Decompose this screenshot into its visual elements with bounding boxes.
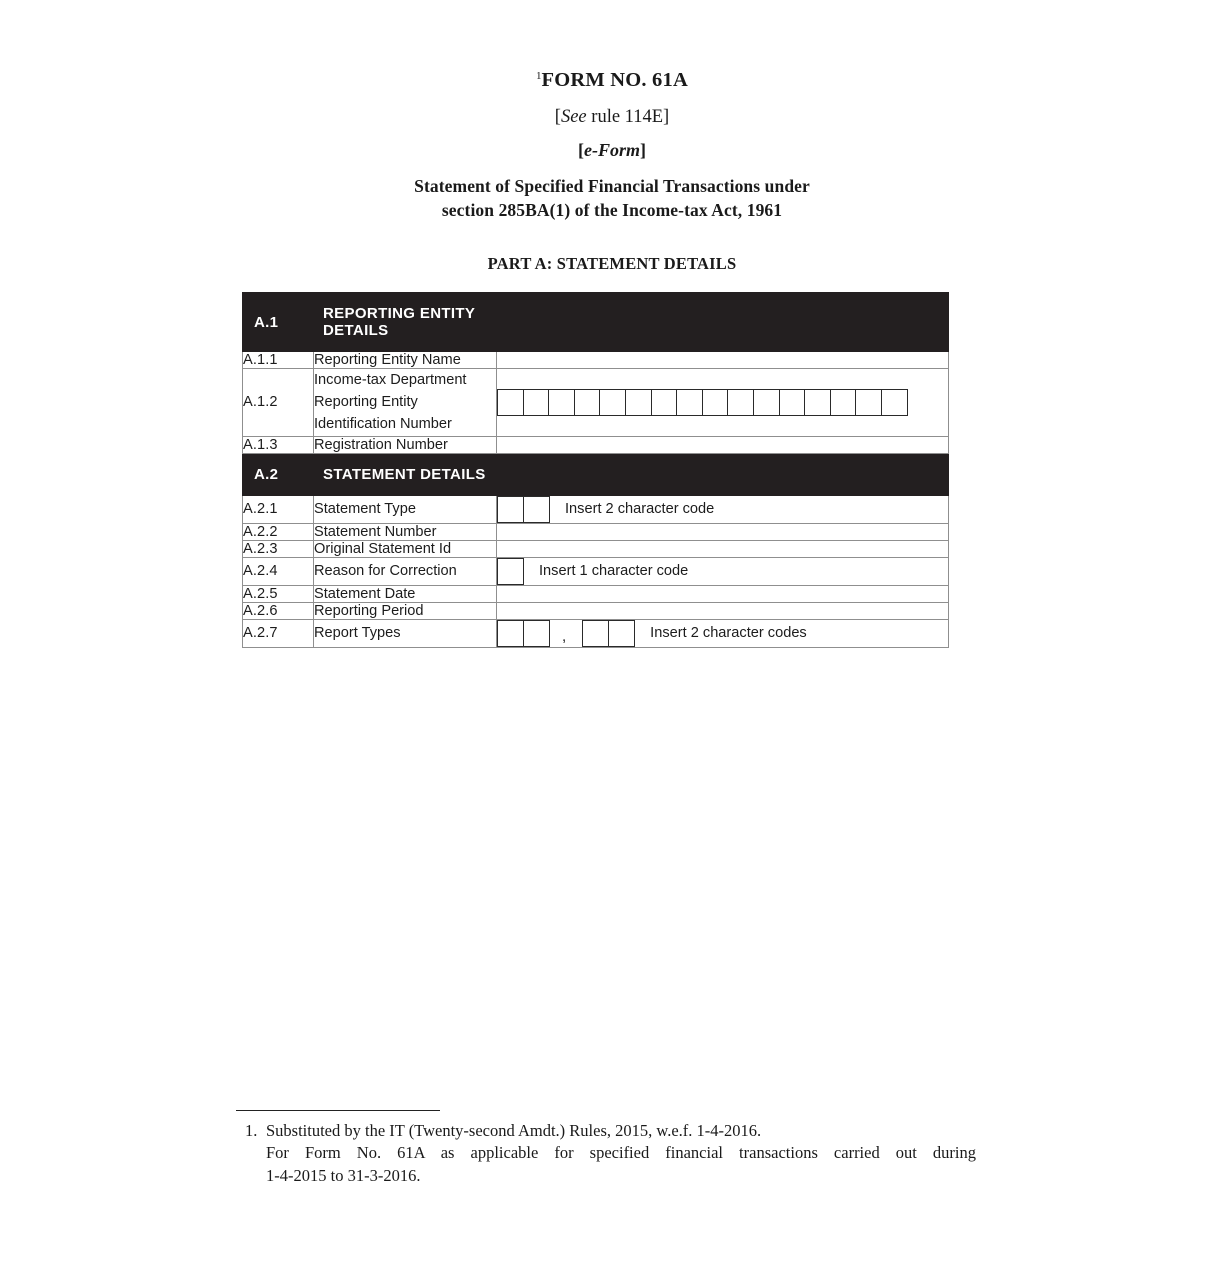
- table-row: [243, 540, 949, 557]
- row-label: Reporting Period: [314, 602, 497, 619]
- box-hint-text: Insert 2 character codes: [650, 625, 807, 642]
- row-code: A.2.5: [243, 585, 314, 602]
- char-box[interactable]: [753, 389, 780, 416]
- box-separator: ,: [562, 627, 567, 645]
- character-box-row: [497, 620, 948, 647]
- see-rule-italic: See: [560, 106, 587, 127]
- document-heading: [0, 68, 1224, 309]
- row-value-blank[interactable]: [497, 523, 949, 540]
- char-box[interactable]: [830, 389, 857, 416]
- row-value-blank[interactable]: [497, 436, 949, 453]
- statement-details-table: [242, 292, 949, 648]
- row-label-lines: [314, 369, 496, 436]
- row-label-line: Income-tax Department: [314, 372, 467, 388]
- row-code: A.2.6: [243, 602, 314, 619]
- char-box[interactable]: [804, 389, 831, 416]
- char-box[interactable]: [497, 389, 524, 416]
- row-code: A.1.2: [243, 369, 314, 437]
- eform-italic: e-Form: [584, 139, 640, 160]
- statement-subtitle: [0, 161, 1224, 222]
- char-box[interactable]: [625, 389, 652, 416]
- char-box[interactable]: [608, 620, 635, 647]
- char-box[interactable]: [548, 389, 575, 416]
- footnote-line: For Form No. 61A as applicable for specified financial transactions carried out during: [266, 1143, 976, 1163]
- identification-number-boxes[interactable]: [497, 389, 908, 416]
- row-label: Reporting Entity Name: [314, 352, 497, 369]
- row-label: Report Types: [314, 619, 497, 647]
- row-label-line: Identification Number: [314, 416, 452, 433]
- box-hint-text: Insert 1 character code: [539, 563, 689, 580]
- part-a-heading: PART A: STATEMENT DETAILS: [487, 253, 737, 273]
- footnote: [236, 1110, 976, 1187]
- box-hint-text: Insert 2 character code: [565, 501, 715, 518]
- row-label: Original Statement Id: [314, 540, 497, 557]
- row-code: A.1.3: [243, 436, 314, 453]
- report-type-boxes-second[interactable]: [582, 620, 635, 647]
- table-row: [243, 602, 949, 619]
- footnote-separator: [236, 1110, 440, 1111]
- character-box-row: [497, 496, 948, 523]
- char-box[interactable]: [523, 389, 550, 416]
- table-body: [243, 293, 949, 648]
- see-rule-line: [0, 93, 1224, 128]
- statement-type-boxes[interactable]: [497, 496, 550, 523]
- section-title: STATEMENT DETAILS: [314, 453, 497, 495]
- row-value-blank[interactable]: [497, 602, 949, 619]
- char-box[interactable]: [497, 496, 524, 523]
- char-box[interactable]: [497, 558, 524, 585]
- footnote-marker: 1: [536, 70, 542, 82]
- char-box[interactable]: [523, 496, 550, 523]
- footnote-line: Substituted by the IT (Twenty-second Amdt.) Rules, 2015, w.e.f. 1-4-2016.: [266, 1121, 762, 1140]
- char-box[interactable]: [523, 620, 550, 647]
- footnote-line: 1-4-2015 to 31-3-2016.: [266, 1165, 421, 1185]
- section-blank-cell: [497, 453, 949, 495]
- see-rule-open: [: [554, 106, 561, 127]
- table-row: [243, 436, 949, 453]
- see-rule-rest: rule 114E]: [586, 106, 670, 127]
- char-box[interactable]: [702, 389, 729, 416]
- char-box[interactable]: [599, 389, 626, 416]
- row-code: A.2.4: [243, 557, 314, 585]
- table-row: [243, 523, 949, 540]
- section-title: REPORTING ENTITY DETAILS: [314, 293, 497, 352]
- eform-close: ]: [640, 139, 646, 160]
- row-label: Registration Number: [314, 436, 497, 453]
- eform-open: [: [578, 139, 584, 160]
- row-label: Statement Number: [314, 523, 497, 540]
- section-header-row: [243, 453, 949, 495]
- char-box[interactable]: [497, 620, 524, 647]
- section-header-row: [243, 293, 949, 352]
- row-value-blank[interactable]: [497, 540, 949, 557]
- table-row: [243, 495, 949, 523]
- report-type-boxes-first[interactable]: [497, 620, 550, 647]
- row-code: A.2.7: [243, 619, 314, 647]
- char-box[interactable]: [582, 620, 609, 647]
- char-box[interactable]: [651, 389, 678, 416]
- footnote-number: 1.: [245, 1121, 258, 1140]
- character-box-row: [497, 558, 948, 585]
- row-value-boxes: [497, 369, 949, 437]
- table-row: [243, 369, 949, 437]
- row-code: A.2.3: [243, 540, 314, 557]
- row-label: Statement Type: [314, 495, 497, 523]
- footnote-item: [236, 1120, 976, 1187]
- row-value-boxes: [497, 495, 949, 523]
- section-blank-cell: [497, 293, 949, 352]
- row-value-boxes: [497, 557, 949, 585]
- char-box[interactable]: [881, 389, 908, 416]
- char-box[interactable]: [855, 389, 882, 416]
- row-label: Statement Date: [314, 585, 497, 602]
- char-box[interactable]: [574, 389, 601, 416]
- row-code: A.2.2: [243, 523, 314, 540]
- row-label: [314, 369, 497, 437]
- eform-line: [0, 128, 1224, 162]
- statement-subtitle-line1: Statement of Specified Financial Transactions under: [414, 176, 810, 197]
- form-title: [0, 68, 1224, 93]
- table-row: [243, 557, 949, 585]
- character-box-row: [497, 389, 948, 416]
- row-label-line: Reporting Entity: [314, 394, 418, 411]
- statement-subtitle-line2: section 285BA(1) of the Income-tax Act, 1961: [441, 199, 783, 220]
- form-title-text: FORM NO. 61A: [541, 69, 688, 91]
- table-row: [243, 352, 949, 369]
- row-label: Reason for Correction: [314, 557, 497, 585]
- table-row: [243, 585, 949, 602]
- row-value-blank[interactable]: [497, 585, 949, 602]
- row-code: A.1.1: [243, 352, 314, 369]
- char-box[interactable]: [727, 389, 754, 416]
- table-row: [243, 619, 949, 647]
- char-box[interactable]: [676, 389, 703, 416]
- row-code: A.2.1: [243, 495, 314, 523]
- section-code: A.2: [243, 453, 314, 495]
- char-box[interactable]: [779, 389, 806, 416]
- section-code: A.1: [243, 293, 314, 352]
- reason-for-correction-boxes[interactable]: [497, 558, 524, 585]
- row-value-blank[interactable]: [497, 352, 949, 369]
- footnote-text: [266, 1120, 976, 1187]
- row-value-boxes: [497, 619, 949, 647]
